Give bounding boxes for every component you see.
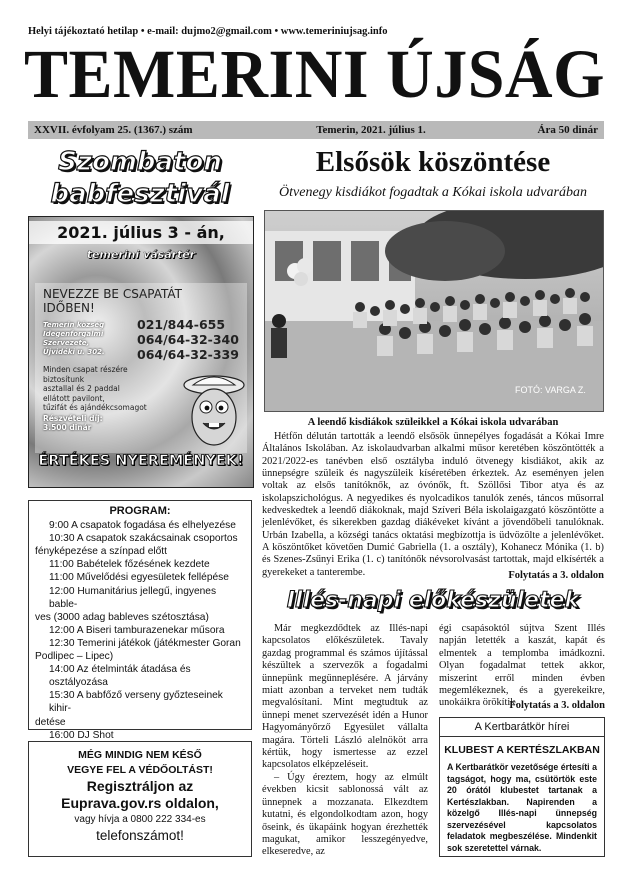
article2-left-column [262,623,428,859]
poster-rules-line: tűzifát és ajándékcsomagot [43,403,147,412]
vaccine-line4: Euprava.gov.rs oldalon, [61,795,219,811]
poster-address-line: Idegenforgalmi [43,330,104,338]
article2-right-column: égi csapásoktól sújtva Szent Illés napján letették a kaszát, kapát és elmentek a templomba imádkozni. Olyan fogadalmat tettek akkor, miszerint erről minden évben megemlékeznek, és a gyerekeikre, unokáikra örökítik. [439,623,605,709]
article1-paragraph: Hétfőn délután tartották a leendő elsősök ünnepélyes fogadását a Kókai Imre Általános Iskolában. Az iskolaudvarban alkalmi műsor keretében köszöntötték a 2021/2022-es tanévben első osztályba induló ötvenegy kisdiákot, akik az ünnepségre szüleik és nagyszüleik kíséretében érkeztek. Az eseményen jelen voltak az elsős tanítóknők, az óvónők, ft. Szöllősi Tibor atya és az iskolapszichológus. A negyedikes és nyolcadikos tanulók zenés, táncos műsorral kedveskedtek a leendő diákoknak, majd Szíveri Béla iskolaigazgató köszöntötte a jelenlévőket, és sikerekben gazdag diákéveket kívánt a jövendőbeli tanulóknak. Urbán Izabella, a községi tanács oktatási megbízottja is üdvözölte a jelenlévőket. A köszöntőket követően Dumić Gabriella (1. a osztály), Kohanecz Mónika (1. b) és Szenes-Zsűnyi Erika (1. c) tanítónők névsorolvasást tartottak, majd elkísérték a gyerekeket a tanterembe. [262,431,604,578]
festival-title-line2: babfesztivál [50,179,230,209]
school-yard-photo-icon [265,211,604,412]
bean-mascot-icon [179,373,249,449]
festival-title-line1: Szombaton [58,147,222,177]
poster-address-line: Temerin község [43,321,105,329]
poster-fee-value: 3.500 dinár [43,423,92,432]
poster-address-line: Újvidéki u. 302. [43,348,105,356]
festival-program [28,500,252,741]
program-item: 12:00 A Biseri tamburazenekar műsora [49,624,225,636]
issue-number: XXVII. évfolyam 25. (1367.) szám [34,124,193,136]
photo-credit: FOTÓ: VARGA Z. [515,385,586,395]
poster-entry-line2: IDŐBEN! [43,301,95,315]
issue-price: Ára 50 dinár [537,124,598,136]
poster-rules-line: ellátott pavilont, [43,393,105,403]
program-item: 10:30 A csapatok szakácsainak csoportos [49,533,238,545]
garden-title: KLUBEST A KERTÉSZLAKBAN [444,744,600,756]
program-item: 11:00 Művelődési egyesületek fellépése [49,572,229,584]
poster-address-line: Szervezete, [43,339,90,347]
article2-continued: Folytatás a 3. oldalon [509,700,605,711]
poster-address [43,321,123,357]
poster-location: temerini vásártér [86,248,196,261]
program-item: 12:30 Temerini játékok (játékmester Goran [49,637,241,649]
vaccination-notice [28,741,252,857]
garden-body: A Kertbarátkör vezetősége értesíti a tagságot, hogy ma, csütörtök este 20 órától klubestet tartanak a Kertészlakban. Napirenden a közelgő Illés-napi ünnepség szervezésével kapcsolatos feladatok megbeszélése. Mindenkit sok szeretettel várnak. [447,762,597,853]
article1-continued: Folytatás a 3. oldalon [508,570,604,581]
poster-entry-line1: NEVEZZE BE CSAPATÁT [43,287,182,301]
program-item: 9:00 A csapatok fogadása és elhelyezése [49,520,236,532]
poster-phone-1: 021/844-655 [137,317,226,332]
program-item: fényképezése a színpad előtt [35,546,167,558]
article1-photo [264,210,604,412]
program-item: 11:00 Babételek főzésének kezdete [49,559,210,571]
issue-info-bar [28,121,604,139]
program-item: Podlipec – Lipec) [35,651,114,663]
article2-headline: Illés-napi előkészületek [286,588,580,613]
masthead-tagline: Helyi tájékoztató hetilap • e-mail: dujmo2@gmail.com • www.temeriniujsag.info [28,26,388,37]
vaccine-line2: VEGYE FEL A VÉDŐOLTÁST! [67,764,213,776]
poster-rules-line: asztallal és 2 paddal [43,384,120,393]
poster-prizes: ÉRTÉKES NYEREMÉNYEK! [38,453,244,469]
poster-rules-line: Minden csapat részére [43,365,128,374]
program-item: 14:00 Az ételminták átadása és osztályozása [49,664,191,689]
program-item: 15:30 A babfőző verseny győzteseinek kihir- [49,690,223,715]
program-title: PROGRAM: [109,505,171,517]
vaccine-line1: MÉG MINDIG NEM KÉSŐ [78,749,202,761]
article2-paragraph: – Úgy éreztem, hogy az elmúlt években kicsit sablonossá vált az ünnepnek a mozzanata. Elkezdtem kutatni, és elgondolkodtam azon, hogy őseink, és ükapáink hogyan érezhették magukat, amikor lesszegényedve, elkeseredve, az [262,771,428,858]
garden-header: A Kertbarátkör hírei [440,718,604,737]
program-item: 16:00 DJ Shot [49,729,114,741]
poster-phone-2: 064/64-32-340 [137,332,239,347]
vaccine-line5: vagy hívja a 0800 222 334-es [74,814,206,825]
article1-headline: Elsősök köszöntése [315,146,551,178]
poster-fee [43,414,103,432]
newspaper-title: TEMERINI ÚJSÁG [24,36,605,113]
poster-date: 2021. július 3 - án, [29,221,253,244]
program-item: 12:00 Humanitárius jellegű, ingyenes bable- [49,585,217,610]
poster-rules-line: biztosítunk [43,374,85,384]
poster-phones [137,317,239,362]
article1-subheadline: Ötvenegy kisdiákot fogadtak a Kókai iskola udvarában [279,185,587,200]
program-item: ves (3000 adag bableves szétosztása) [35,611,209,623]
photo-caption: A leendő kisdiákok szüleikkel a Kókai iskola udvarában [307,417,559,428]
vaccine-line3: Regisztráljon az [86,778,194,794]
vaccine-line6: telefonszámot! [96,828,184,843]
article1-body [262,431,604,579]
poster-fee-label: Részvételi díj: [43,414,103,423]
program-item: detése [35,716,66,728]
garden-club-box [439,717,605,857]
issue-date: Temerin, 2021. július 1. [316,124,426,136]
poster-entry-call [43,287,182,315]
festival-poster [28,216,254,488]
poster-phone-3: 064/64-32-339 [137,347,239,362]
article2-paragraph: Már megkezdődtek az Illés-napi kapcsolatos előkészületek. Tavaly gazdag programmal és számos újítással készültek a szervezők a fogadalmi ünnepünk megünneplésére. A járvány miatt azonban a terveket nem tudták megvalósítani. Mint megtudtuk az ünnepi menet szervezését idén a Hunor Hagyományőrző Egyesület vállalta magára. Törteli László alelnököt arra kértük, hogy ismertesse az ezzel kapcsolatos elképzeléseit. [262,623,428,771]
poster-rules [43,365,153,413]
